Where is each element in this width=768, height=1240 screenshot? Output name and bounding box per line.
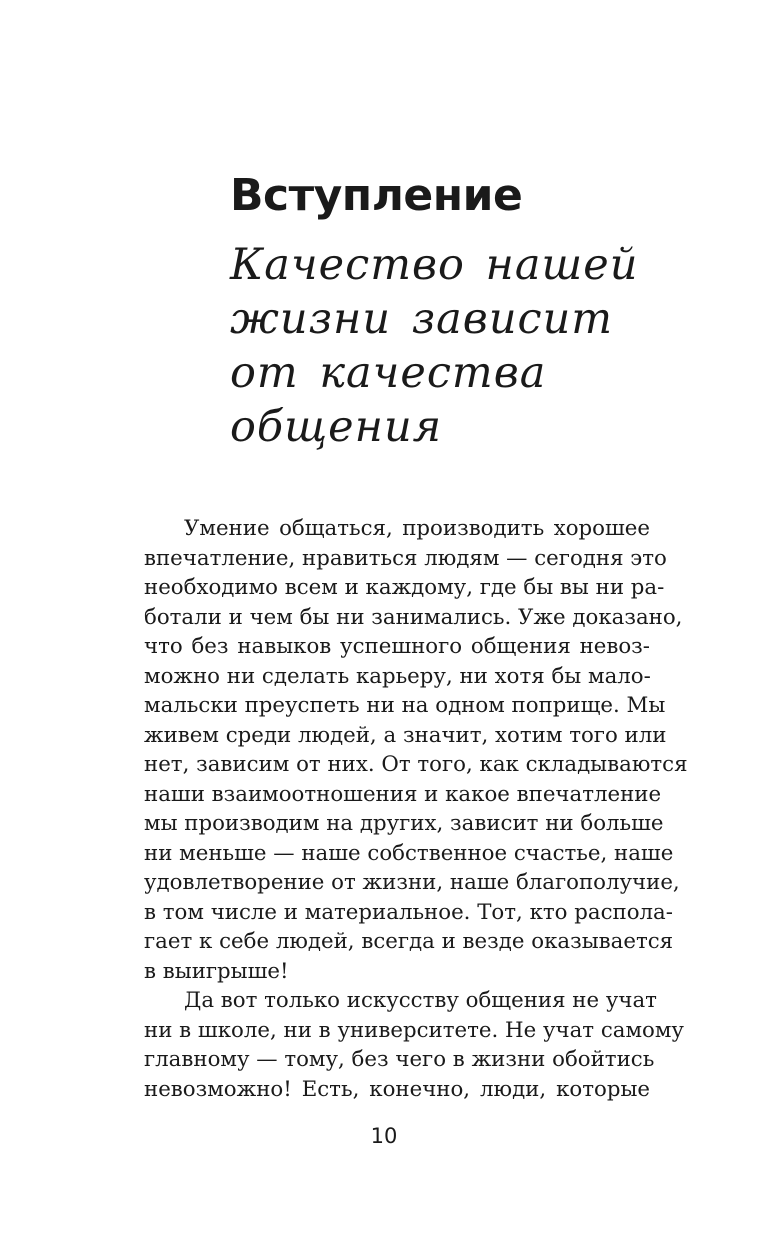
paragraph-2: [144, 986, 684, 1104]
text-line: впечатление, нравиться людям — сегодня это: [144, 545, 667, 571]
text-line: Да вот только искусству общения не учат: [184, 988, 657, 1013]
epigraph: [230, 238, 639, 454]
page-number: 10: [370, 1124, 398, 1148]
text-line: необходимо всем и каждому, где бы вы ни ра-: [144, 575, 665, 600]
text-line: главному — тому, без чего в жизни обойтись: [144, 1047, 655, 1072]
text-line: ни в школе, ни в университете. Не учат самому: [144, 1017, 684, 1043]
text-line: мальски преуспеть ни на одном поприще. Мы: [144, 693, 666, 718]
text-line: можно ни сделать карьеру, ни хотя бы мало-: [144, 663, 651, 689]
epigraph-line: от качества: [230, 348, 547, 398]
epigraph-line: жизни зависит: [230, 294, 614, 344]
text-line: гает к себе людей, всегда и везде оказывается: [144, 929, 674, 954]
chapter-title: Вступление: [230, 170, 523, 221]
text-line: в выигрыше!: [144, 958, 289, 984]
text-line: в том числе и материальное. Тот, кто распола-: [144, 899, 673, 925]
text-line: удовлетворение от жизни, наше благополучие,: [144, 870, 680, 895]
paragraph-1: [144, 514, 688, 986]
text-line: что без навыков успешного общения невоз-: [144, 634, 650, 659]
text-line: наши взаимоотношения и какое впечатление: [144, 781, 662, 807]
text-line: живем среди людей, а значит, хотим того или: [144, 722, 667, 748]
body-text: [144, 514, 688, 1104]
text-line: нет, зависим от них. От того, как складываются: [144, 752, 688, 777]
text-line: мы производим на других, зависит ни больше: [144, 811, 664, 836]
text-line: невозможно! Есть, конечно, люди, которые: [144, 1076, 650, 1102]
epigraph-line: общения: [230, 402, 443, 452]
epigraph-line: Качество нашей: [230, 240, 639, 290]
text-line: Умение общаться, производить хорошее: [184, 516, 650, 541]
text-line: ни меньше — наше собственное счастье, наше: [144, 840, 674, 866]
text-line: ботали и чем бы ни занимались. Уже доказано,: [144, 604, 683, 630]
